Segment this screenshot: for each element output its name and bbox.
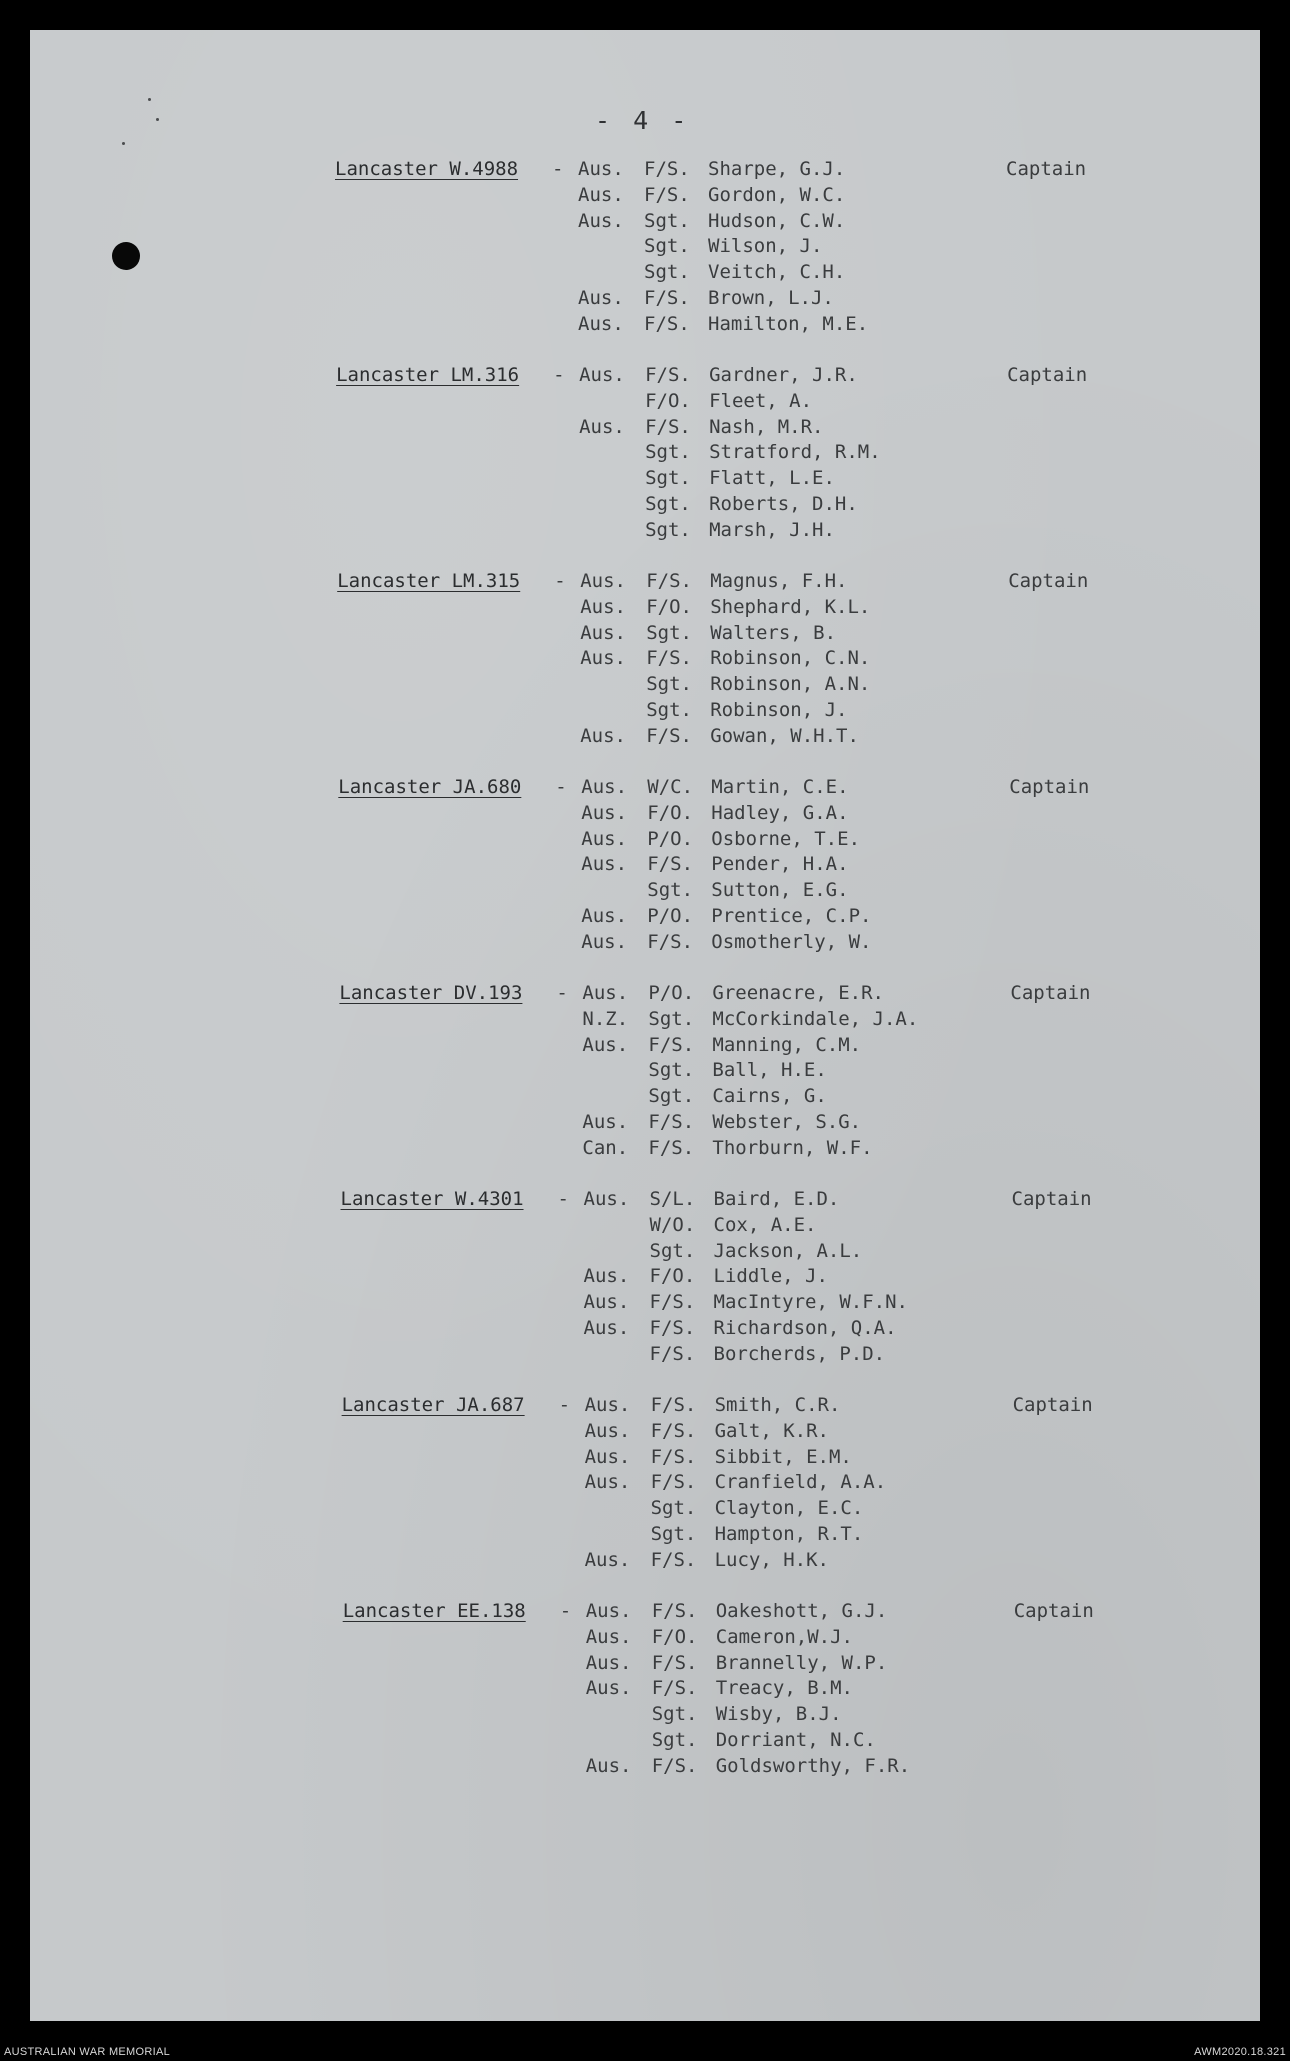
member-rank: F/S.	[651, 1754, 698, 1777]
member-name: Sibbit, E.M.	[714, 1445, 852, 1468]
member-rank: Sgt.	[648, 1059, 695, 1082]
member-nationality: Aus.	[581, 905, 628, 927]
member-name: Fleet, A.	[709, 389, 813, 412]
aircraft-designation: Lancaster JA.687	[341, 1394, 525, 1416]
crew-block	[30, 1394, 1260, 1594]
member-rank: Sgt.	[651, 1703, 698, 1726]
member-rank: F/S.	[651, 1651, 698, 1674]
member-nationality: Aus.	[580, 724, 626, 747]
crew-block	[30, 364, 1260, 564]
member-nationality: N.Z.	[582, 1007, 629, 1030]
member-rank: Sgt.	[644, 209, 690, 232]
member-rank: F/O.	[646, 595, 692, 618]
member-name: Cranfield, A.A.	[714, 1471, 887, 1494]
member-rank: Sgt.	[644, 261, 690, 284]
member-name: Ball, H.E.	[712, 1059, 827, 1082]
aircraft-designation: Lancaster W.4301	[340, 1188, 524, 1210]
role-label: Captain	[1010, 982, 1091, 1004]
member-name: Magnus, F.H.	[710, 570, 848, 592]
separator-dash: -	[554, 570, 566, 592]
separator-dash: -	[555, 776, 567, 798]
member-name: Nash, M.R.	[709, 415, 824, 438]
member-rank: Sgt.	[649, 1239, 696, 1262]
member-name: Hadley, G.A.	[711, 801, 849, 824]
member-name: Osborne, T.E.	[711, 827, 861, 850]
member-name: Flatt, L.E.	[709, 467, 835, 490]
member-rank: F/S.	[649, 1317, 696, 1339]
member-name: Dorriant, N.C.	[715, 1729, 876, 1751]
member-name: Oakeshott, G.J.	[715, 1600, 888, 1622]
member-rank: F/S.	[650, 1445, 697, 1468]
member-nationality: Aus.	[581, 776, 628, 798]
member-nationality: Aus.	[582, 982, 629, 1004]
separator-dash: -	[552, 158, 564, 180]
role-label: Captain	[1009, 776, 1090, 798]
member-name: Martin, C.E.	[711, 776, 849, 798]
member-rank: F/S.	[649, 1291, 696, 1314]
member-rank: Sgt.	[646, 673, 692, 696]
member-rank: Sgt.	[645, 441, 691, 464]
member-rank: F/S.	[646, 570, 692, 592]
paper-speck	[148, 98, 151, 101]
separator-dash: -	[557, 1188, 569, 1210]
member-name: Cox, A.E.	[713, 1213, 817, 1236]
member-rank: Sgt.	[645, 467, 691, 490]
member-name: Smith, C.R.	[714, 1394, 841, 1416]
member-rank: F/S.	[651, 1600, 698, 1622]
member-nationality: Aus.	[585, 1651, 632, 1674]
member-name: Manning, C.M.	[712, 1033, 862, 1056]
role-label: Captain	[1012, 1394, 1093, 1416]
member-nationality: Aus.	[583, 1188, 630, 1210]
member-rank: P/O.	[647, 827, 694, 850]
member-rank: F/S.	[644, 158, 690, 180]
member-name: Roberts, D.H.	[709, 493, 858, 515]
member-rank: Sgt.	[650, 1523, 697, 1545]
member-name: Walters, B.	[710, 621, 837, 644]
member-name: Wisby, B.J.	[715, 1703, 842, 1726]
member-name: Sharpe, G.J.	[708, 158, 846, 180]
member-nationality: Aus.	[584, 1445, 631, 1468]
member-nationality: Aus.	[580, 595, 626, 618]
member-nationality: Aus.	[582, 1111, 629, 1133]
member-nationality: Aus.	[584, 1471, 631, 1494]
role-label: Captain	[1011, 1188, 1092, 1210]
member-nationality: Aus.	[579, 415, 625, 438]
member-rank: Sgt.	[644, 235, 690, 258]
member-name: Veitch, C.H.	[708, 261, 846, 284]
aircraft-designation: Lancaster DV.193	[339, 982, 523, 1004]
crew-block	[30, 158, 1260, 358]
member-rank: F/S.	[650, 1548, 697, 1571]
member-name: Liddle, J.	[713, 1265, 828, 1288]
member-rank: F/S.	[646, 724, 692, 747]
member-rank: Sgt.	[647, 879, 694, 902]
member-nationality: Aus.	[578, 287, 624, 309]
role-label: Captain	[1007, 364, 1088, 386]
member-name: Brannelly, W.P.	[715, 1651, 888, 1674]
member-name: Marsh, J.H.	[709, 518, 835, 541]
member-nationality: Aus.	[584, 1548, 631, 1571]
member-nationality: Aus.	[584, 1419, 631, 1442]
member-name: Jackson, A.L.	[713, 1239, 863, 1262]
member-nationality: Aus.	[581, 801, 628, 824]
separator-dash: -	[553, 364, 565, 386]
member-nationality: Aus.	[578, 209, 624, 232]
document-page	[30, 30, 1260, 2021]
member-name: Thorburn, W.F.	[712, 1136, 873, 1159]
role-label: Captain	[1006, 158, 1087, 180]
member-rank: F/S.	[648, 1033, 695, 1056]
member-name: Cameron,W.J.	[715, 1625, 853, 1648]
member-nationality: Aus.	[578, 183, 624, 206]
member-name: Sutton, E.G.	[711, 879, 849, 902]
member-nationality: Aus.	[583, 1317, 630, 1339]
member-rank: Sgt.	[648, 1007, 695, 1030]
member-name: Shephard, K.L.	[710, 595, 871, 618]
member-rank: F/S.	[650, 1419, 697, 1442]
member-rank: F/S.	[644, 183, 690, 206]
member-rank: F/S.	[644, 312, 690, 335]
member-rank: F/S.	[648, 1111, 695, 1133]
member-nationality: Aus.	[585, 1754, 632, 1777]
member-rank: W/C.	[647, 776, 694, 798]
member-name: Borcherds, P.D.	[713, 1342, 886, 1365]
member-nationality: Aus.	[579, 364, 625, 386]
member-rank: P/O.	[648, 982, 695, 1004]
member-name: Richardson, Q.A.	[713, 1317, 897, 1339]
member-nationality: Aus.	[580, 647, 626, 670]
member-rank: F/S.	[646, 647, 692, 670]
member-nationality: Aus.	[584, 1394, 631, 1416]
member-name: Robinson, J.	[710, 699, 848, 721]
member-nationality: Aus.	[581, 827, 628, 850]
aircraft-designation: Lancaster EE.138	[342, 1600, 526, 1622]
member-rank: F/S.	[647, 853, 694, 876]
member-rank: F/O.	[649, 1265, 696, 1288]
member-rank: Sgt.	[651, 1729, 698, 1751]
crew-block	[30, 1600, 1260, 1800]
member-rank: F/S.	[649, 1342, 696, 1365]
member-name: Prentice, C.P.	[711, 905, 872, 927]
member-name: Hudson, C.W.	[708, 209, 846, 232]
member-rank: Sgt.	[645, 518, 691, 541]
paper-speck	[156, 118, 159, 121]
crew-block	[30, 776, 1260, 976]
member-name: Goldsworthy, F.R.	[715, 1754, 911, 1777]
member-name: Lucy, H.K.	[714, 1548, 829, 1571]
member-nationality: Aus.	[578, 158, 624, 180]
aircraft-designation: Lancaster LM.315	[337, 570, 521, 592]
member-rank: F/S.	[651, 1677, 698, 1700]
member-nationality: Aus.	[585, 1677, 632, 1700]
member-name: Hamilton, M.E.	[708, 312, 869, 335]
member-rank: F/S.	[644, 287, 690, 309]
member-name: Gardner, J.R.	[709, 364, 858, 386]
role-label: Captain	[1008, 570, 1089, 592]
member-rank: W/O.	[649, 1213, 696, 1236]
member-nationality: Can.	[582, 1136, 629, 1159]
member-name: Baird, E.D.	[713, 1188, 840, 1210]
member-rank: F/S.	[650, 1471, 697, 1494]
member-rank: Sgt.	[646, 621, 692, 644]
member-nationality: Aus.	[583, 1291, 630, 1314]
member-nationality: Aus.	[581, 930, 628, 953]
aircraft-designation: Lancaster W.4988	[335, 158, 519, 180]
member-rank: Sgt.	[646, 699, 692, 721]
member-nationality: Aus.	[581, 853, 628, 876]
aircraft-designation: Lancaster JA.680	[338, 776, 522, 798]
member-rank: P/O.	[647, 905, 694, 927]
member-name: Wilson, J.	[708, 235, 823, 258]
member-rank: F/O.	[647, 801, 694, 824]
member-rank: F/S.	[645, 415, 691, 438]
member-rank: Sgt.	[648, 1085, 695, 1108]
member-rank: S/L.	[649, 1188, 696, 1210]
member-name: Hampton, R.T.	[714, 1523, 864, 1545]
member-nationality: Aus.	[583, 1265, 630, 1288]
member-name: Cairns, G.	[712, 1085, 827, 1108]
paper-speck	[122, 142, 125, 145]
member-nationality: Aus.	[585, 1625, 632, 1648]
member-rank: Sgt.	[650, 1497, 697, 1520]
member-name: Brown, L.J.	[708, 287, 834, 309]
member-rank: F/S.	[650, 1394, 697, 1416]
aircraft-designation: Lancaster LM.316	[336, 364, 520, 386]
member-name: Pender, H.A.	[711, 853, 849, 876]
member-name: Gordon, W.C.	[708, 183, 846, 206]
member-rank: F/S.	[648, 1136, 695, 1159]
member-rank: F/O.	[651, 1625, 698, 1648]
member-name: MacIntyre, W.F.N.	[713, 1291, 908, 1314]
separator-dash: -	[556, 982, 568, 1004]
member-rank: F/S.	[647, 930, 694, 953]
member-name: Stratford, R.M.	[709, 441, 881, 464]
member-name: Treacy, B.M.	[715, 1677, 853, 1700]
member-rank: F/S.	[645, 364, 691, 386]
member-name: McCorkindale, J.A.	[712, 1007, 919, 1030]
role-label: Captain	[1013, 1600, 1094, 1622]
crew-block	[30, 570, 1260, 770]
separator-dash: -	[558, 1394, 571, 1416]
member-nationality: Aus.	[580, 570, 626, 592]
member-name: Robinson, C.N.	[710, 647, 871, 670]
member-name: Gowan, W.H.T.	[710, 724, 859, 747]
member-nationality: Aus.	[578, 312, 624, 335]
member-name: Webster, S.G.	[712, 1111, 862, 1133]
member-name: Galt, K.R.	[714, 1419, 829, 1442]
member-name: Robinson, A.N.	[710, 673, 871, 696]
archive-name: AUSTRALIAN WAR MEMORIAL	[4, 2046, 171, 2058]
member-rank: F/O.	[645, 389, 691, 412]
separator-dash: -	[559, 1600, 572, 1622]
member-rank: Sgt.	[645, 493, 691, 515]
member-nationality: Aus.	[582, 1033, 629, 1056]
member-name: Osmotherly, W.	[711, 930, 872, 953]
member-name: Clayton, E.C.	[714, 1497, 864, 1520]
archive-reference: AWM2020.18.321	[1194, 2046, 1286, 2058]
crew-block	[30, 982, 1260, 1182]
page-number: - 4 -	[595, 106, 691, 135]
member-nationality: Aus.	[585, 1600, 632, 1622]
crew-block	[30, 1188, 1260, 1388]
member-nationality: Aus.	[580, 621, 626, 644]
member-name: Greenacre, E.R.	[712, 982, 884, 1004]
